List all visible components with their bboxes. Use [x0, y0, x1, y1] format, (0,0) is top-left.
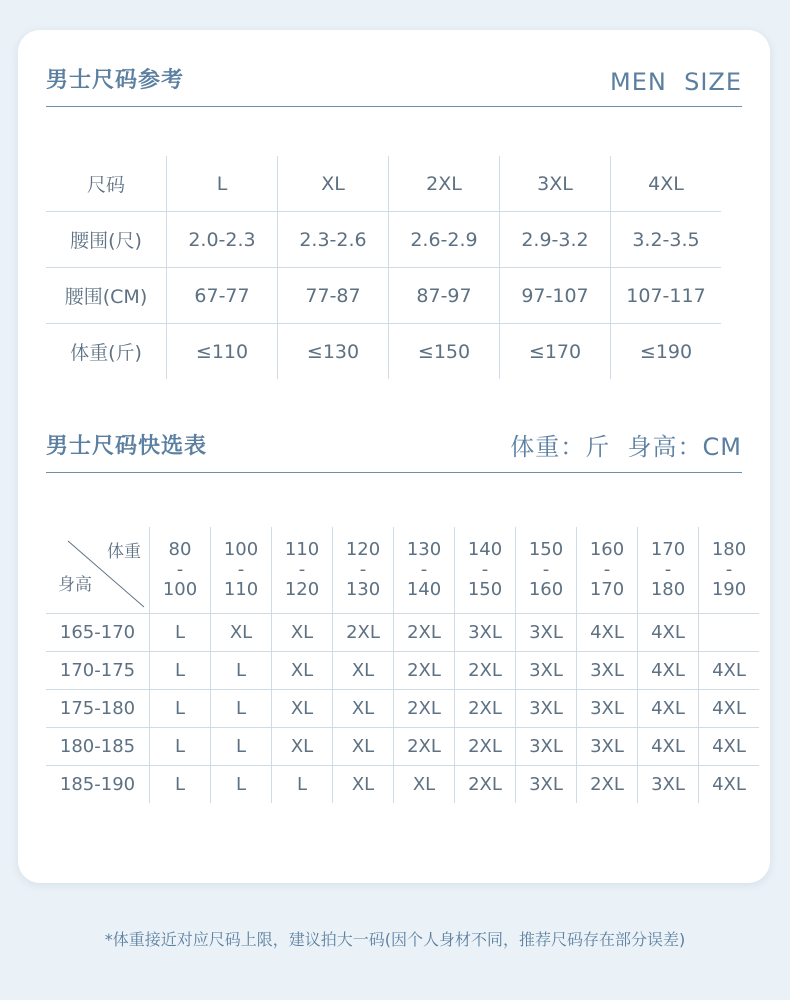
header-cell: 尺码 — [86, 174, 125, 196]
size-cell: 4XL — [699, 652, 760, 690]
table-row — [46, 268, 721, 324]
size-cell: L — [272, 766, 333, 804]
weight-from: 160 — [589, 539, 625, 560]
weight-from: 150 — [528, 539, 564, 560]
weight-dash: - — [664, 559, 672, 580]
size-cell: 2XL — [455, 766, 516, 804]
quick-select-table — [46, 527, 759, 803]
size-cell: 4XL — [699, 728, 760, 766]
footnote: *体重接近对应尺码上限，建议拍大一码(因个人身材不同，推荐尺码存在部分误差) — [104, 930, 686, 949]
size-cell: L — [150, 728, 211, 766]
size-cell: 4XL — [699, 766, 760, 804]
weight-to: 100 — [162, 579, 198, 600]
weight-to: 180 — [650, 579, 686, 600]
size-cell: XL — [333, 690, 394, 728]
size-cell: L — [211, 690, 272, 728]
table-cell: ≤190 — [611, 324, 722, 380]
weight-to: 190 — [711, 579, 747, 600]
weight-dash: - — [542, 559, 550, 580]
weight-from: 110 — [284, 539, 320, 560]
size-cell: L — [150, 614, 211, 652]
weight-to: 170 — [589, 579, 625, 600]
size-cell: XL — [333, 652, 394, 690]
header-cell: XL — [278, 156, 389, 212]
units-label: 体重：斤 身高：CM — [510, 433, 742, 461]
height-label: 175-180 — [46, 690, 150, 728]
weight-from: 140 — [467, 539, 503, 560]
table-cell: 2.3-2.6 — [278, 212, 389, 268]
table-row — [46, 212, 721, 268]
table-cell: 2.6-2.9 — [389, 212, 500, 268]
height-label: 170-175 — [46, 652, 150, 690]
table-row — [46, 766, 759, 804]
weight-header-cell — [394, 527, 455, 614]
size-cell — [699, 614, 760, 652]
weight-header-cell — [272, 527, 333, 614]
table-cell: 77-87 — [278, 268, 389, 324]
size-cell: 3XL — [516, 766, 577, 804]
size-cell: L — [150, 652, 211, 690]
section-title-en: MEN SIZE — [610, 68, 742, 96]
corner-height-label: 身高 — [58, 575, 92, 595]
section-title-cn: 男士尺码快选表 — [46, 434, 208, 459]
size-cell: 3XL — [516, 728, 577, 766]
table-cell: 97-107 — [500, 268, 611, 324]
size-cell: XL — [272, 652, 333, 690]
size-cell: L — [150, 766, 211, 804]
size-cell: 4XL — [638, 690, 699, 728]
row-label: 腰围(CM) — [46, 268, 167, 324]
size-cell: 2XL — [333, 614, 394, 652]
size-cell: XL — [272, 728, 333, 766]
size-cell: 2XL — [394, 690, 455, 728]
table-row — [46, 690, 759, 728]
size-cell: 2XL — [455, 728, 516, 766]
height-label: 185-190 — [46, 766, 150, 804]
weight-header-cell — [699, 527, 760, 614]
size-cell: 3XL — [577, 652, 638, 690]
weight-to: 130 — [345, 579, 381, 600]
table-row — [46, 614, 759, 652]
size-cell: 3XL — [577, 690, 638, 728]
weight-header-cell — [516, 527, 577, 614]
header-cell: 2XL — [389, 156, 500, 212]
corner-weight-label: 体重 — [107, 542, 141, 562]
size-cell: 3XL — [516, 652, 577, 690]
section-header-men-size — [46, 58, 742, 107]
weight-dash: - — [359, 559, 367, 580]
size-cell: XL — [272, 614, 333, 652]
section-header-quick-select — [46, 424, 742, 473]
size-cell: 4XL — [638, 652, 699, 690]
size-cell: 3XL — [516, 614, 577, 652]
size-cell: 2XL — [394, 728, 455, 766]
weight-header-cell — [455, 527, 516, 614]
size-cell: 2XL — [455, 652, 516, 690]
weight-to: 160 — [528, 579, 564, 600]
weight-header-cell — [577, 527, 638, 614]
row-label: 腰围(尺) — [46, 212, 167, 268]
weight-from: 130 — [406, 539, 442, 560]
size-cell: 2XL — [577, 766, 638, 804]
weight-from: 80 — [168, 539, 192, 560]
table-cell: ≤130 — [278, 324, 389, 380]
table-cell: 107-117 — [611, 268, 722, 324]
header-cell: 3XL — [500, 156, 611, 212]
weight-dash: - — [298, 559, 306, 580]
height-label: 180-185 — [46, 728, 150, 766]
table-cell: 2.0-2.3 — [167, 212, 278, 268]
table-cell: 3.2-3.5 — [611, 212, 722, 268]
size-cell: XL — [333, 728, 394, 766]
size-cell: L — [211, 766, 272, 804]
size-cell: 3XL — [516, 690, 577, 728]
weight-dash: - — [481, 559, 489, 580]
table-header-row — [46, 156, 721, 212]
header-cell: 4XL — [611, 156, 722, 212]
section-title-cn: 男士尺码参考 — [46, 68, 185, 93]
weight-to: 150 — [467, 579, 503, 600]
weight-dash: - — [725, 559, 733, 580]
size-cell: 4XL — [638, 728, 699, 766]
size-guide-card — [18, 30, 770, 883]
size-cell: 3XL — [638, 766, 699, 804]
size-cell: 4XL — [638, 614, 699, 652]
size-cell: 4XL — [577, 614, 638, 652]
weight-from: 120 — [345, 539, 381, 560]
size-cell: 3XL — [577, 728, 638, 766]
weight-to: 140 — [406, 579, 442, 600]
table-row — [46, 324, 721, 380]
size-reference-table — [46, 156, 721, 379]
weight-dash: - — [176, 559, 184, 580]
weight-dash: - — [420, 559, 428, 580]
table-cell: 67-77 — [167, 268, 278, 324]
size-cell: L — [211, 728, 272, 766]
size-cell: 2XL — [394, 652, 455, 690]
size-cell: 2XL — [455, 690, 516, 728]
table-row — [46, 652, 759, 690]
weight-to: 120 — [284, 579, 320, 600]
table-header-row — [46, 527, 759, 614]
size-cell: 2XL — [394, 614, 455, 652]
header-cell: L — [167, 156, 278, 212]
table-cell: 87-97 — [389, 268, 500, 324]
weight-dash: - — [237, 559, 245, 580]
weight-from: 170 — [650, 539, 686, 560]
size-cell: 4XL — [699, 690, 760, 728]
size-cell: L — [211, 652, 272, 690]
weight-dash: - — [603, 559, 611, 580]
table-cell: ≤110 — [167, 324, 278, 380]
corner-cell — [46, 527, 150, 614]
table-cell: ≤150 — [389, 324, 500, 380]
weight-to: 110 — [223, 579, 259, 600]
size-cell: XL — [272, 690, 333, 728]
size-cell: XL — [394, 766, 455, 804]
size-cell: 3XL — [455, 614, 516, 652]
weight-header-cell — [211, 527, 272, 614]
row-label: 体重(斤) — [46, 324, 167, 380]
weight-header-cell — [638, 527, 699, 614]
table-row — [46, 728, 759, 766]
table-cell: ≤170 — [500, 324, 611, 380]
weight-header-cell — [150, 527, 211, 614]
size-cell: XL — [211, 614, 272, 652]
size-cell: XL — [333, 766, 394, 804]
weight-header-cell — [333, 527, 394, 614]
table-cell: 2.9-3.2 — [500, 212, 611, 268]
size-cell: L — [150, 690, 211, 728]
height-label: 165-170 — [46, 614, 150, 652]
weight-from: 180 — [711, 539, 747, 560]
weight-from: 100 — [223, 539, 259, 560]
